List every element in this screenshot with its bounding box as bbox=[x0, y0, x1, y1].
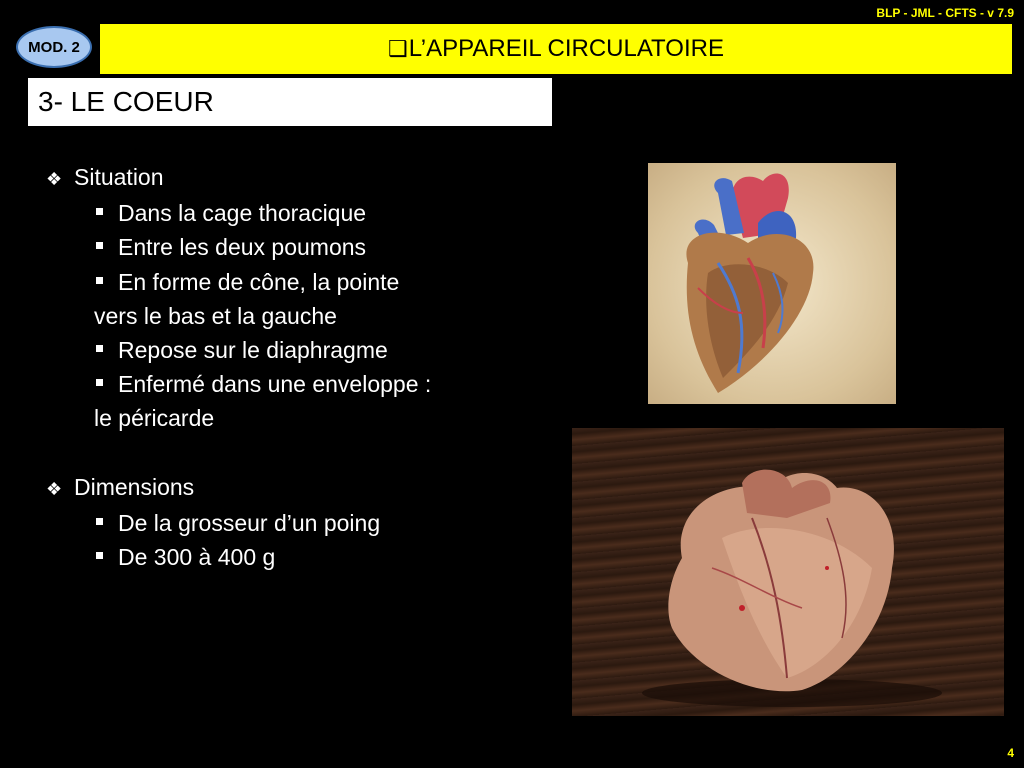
square-bullet-icon bbox=[96, 345, 103, 352]
page-number: 4 bbox=[1007, 746, 1014, 760]
diamond-four-icon: ❖ bbox=[46, 169, 63, 189]
square-bullet-icon bbox=[96, 208, 103, 215]
group-heading-text: Situation bbox=[74, 164, 164, 190]
group-heading-text: Dimensions bbox=[74, 473, 195, 500]
real-heart-photo bbox=[572, 428, 1004, 716]
diamond-four-icon: ❖ bbox=[46, 478, 63, 499]
square-bullet-icon bbox=[96, 277, 103, 284]
checkbox-bullet-icon: ❑ bbox=[388, 36, 408, 61]
group-heading bbox=[46, 470, 526, 506]
section-title: 3- LE COEUR bbox=[28, 78, 552, 126]
heart-model-image bbox=[648, 163, 896, 404]
square-bullet-icon bbox=[96, 518, 103, 525]
square-bullet-icon bbox=[96, 552, 103, 559]
list-item: De la grosseur d’un poing bbox=[46, 506, 526, 540]
credit-text: BLP - JML - CFTS - v 7.9 bbox=[876, 6, 1014, 20]
square-bullet-icon bbox=[96, 379, 103, 386]
slide-title-bar bbox=[100, 24, 1012, 74]
list-item-continuation: vers le bas et la gauche bbox=[94, 302, 337, 329]
module-badge: MOD. 2 bbox=[16, 26, 92, 68]
list-item: Enfermé dans une enveloppe : le péricarde bbox=[46, 367, 526, 435]
slide-title: L’APPAREIL CIRCULATOIRE bbox=[408, 35, 724, 62]
list-item: Repose sur le diaphragme bbox=[46, 333, 526, 367]
list-item: En forme de cône, la pointe vers le bas et la gauche bbox=[46, 265, 526, 333]
square-bullet-icon bbox=[96, 242, 103, 249]
bullet-content bbox=[46, 160, 526, 574]
list-item: Dans la cage thoracique bbox=[46, 196, 526, 230]
spacer bbox=[46, 436, 526, 470]
real-heart-illustration bbox=[572, 428, 1004, 716]
group-heading bbox=[46, 160, 526, 196]
list-item: De 300 à 400 g bbox=[46, 540, 526, 574]
list-item: Entre les deux poumons bbox=[46, 230, 526, 264]
heart-model-illustration bbox=[648, 163, 896, 404]
list-item-continuation: le péricarde bbox=[94, 405, 215, 432]
